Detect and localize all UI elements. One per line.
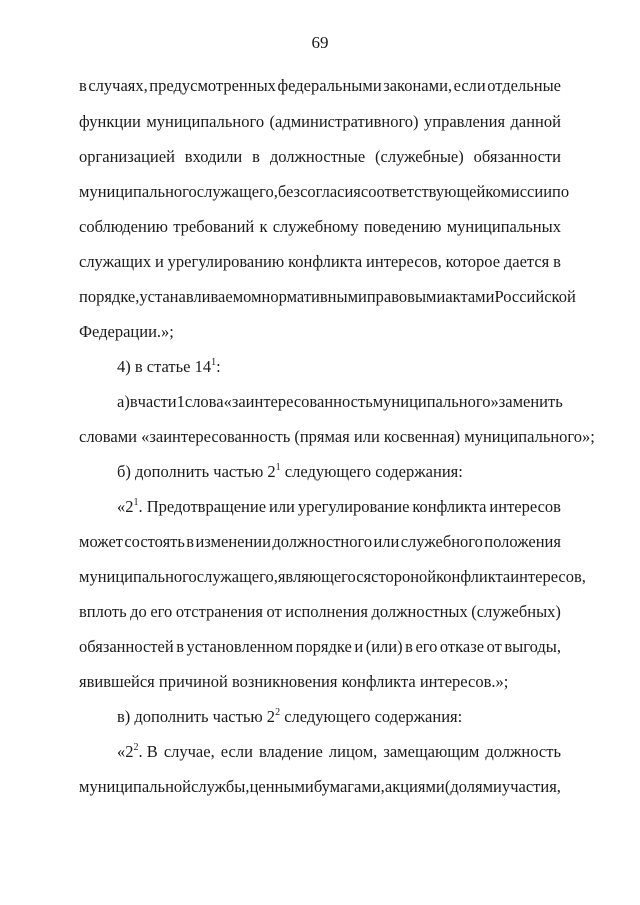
text-line: б) дополнить частью $2^1$ следующего содержания: bbox=[117, 462, 463, 481]
text-line bbox=[79, 252, 561, 272]
word: интересов bbox=[489, 497, 561, 516]
word: участия, bbox=[501, 777, 561, 796]
word: порядке bbox=[295, 637, 352, 656]
word: соблюдению bbox=[79, 217, 168, 236]
text-line: Федерации.»; bbox=[79, 322, 174, 341]
word: обязанности bbox=[473, 147, 561, 166]
text-line bbox=[79, 532, 561, 552]
word: отстранения bbox=[175, 602, 263, 621]
word: вплоть bbox=[79, 602, 127, 621]
word: соответствующей bbox=[360, 182, 486, 201]
word: конфликта bbox=[288, 252, 363, 271]
word: исполнения bbox=[285, 602, 368, 621]
word: службы, bbox=[191, 777, 250, 796]
word: до bbox=[130, 602, 147, 621]
word: (служебные) bbox=[375, 147, 464, 166]
word: организацией bbox=[79, 147, 175, 166]
word: установленном bbox=[186, 637, 294, 656]
text-line bbox=[79, 112, 561, 132]
word: управления bbox=[424, 112, 506, 131]
word: слова bbox=[184, 392, 224, 411]
word: (или) bbox=[365, 637, 403, 656]
word: если bbox=[220, 742, 253, 761]
word: его bbox=[150, 602, 173, 621]
word: части bbox=[137, 392, 177, 411]
text-line: явившейся причиной возникновения конфликта интересов.»; bbox=[79, 672, 509, 691]
word: (административного) bbox=[269, 112, 419, 131]
word: должность bbox=[485, 742, 561, 761]
word: изменении bbox=[195, 532, 271, 551]
word: и bbox=[354, 637, 364, 656]
text-line bbox=[79, 287, 576, 307]
word: от bbox=[486, 637, 502, 656]
word: конфликта bbox=[412, 497, 487, 516]
word: муниципального bbox=[79, 567, 197, 586]
word: Российской bbox=[494, 287, 576, 306]
text-line bbox=[79, 147, 561, 167]
text-line bbox=[79, 602, 561, 622]
text-line bbox=[79, 182, 570, 202]
word: (долями bbox=[444, 777, 502, 796]
word: состоять bbox=[124, 532, 185, 551]
word: в bbox=[79, 76, 87, 95]
word: муниципального bbox=[79, 182, 197, 201]
word: и bbox=[154, 252, 164, 271]
word: правовыми bbox=[366, 287, 446, 306]
word: должностного bbox=[272, 532, 373, 551]
word: в bbox=[252, 147, 260, 166]
word: или bbox=[268, 497, 295, 516]
text-line bbox=[79, 637, 561, 657]
word: данной bbox=[510, 112, 561, 131]
word: замещающим bbox=[383, 742, 480, 761]
word: служебного bbox=[400, 532, 483, 551]
word: согласия bbox=[300, 182, 361, 201]
word: случаях, bbox=[88, 76, 148, 95]
text-line bbox=[79, 217, 561, 237]
word: «заинтересованность bbox=[223, 392, 373, 411]
word: 1 bbox=[176, 392, 185, 411]
word: требований bbox=[173, 217, 255, 236]
text-line bbox=[79, 567, 586, 587]
word: без bbox=[277, 182, 301, 201]
word: урегулирование bbox=[297, 497, 410, 516]
word: отдельные bbox=[487, 76, 561, 95]
word: или bbox=[373, 532, 400, 551]
text-line: словами «заинтересованность (прямая или косвенная) муниципального»; bbox=[79, 427, 595, 446]
word: поведению bbox=[363, 217, 442, 236]
word: законами, bbox=[383, 76, 453, 95]
word: которое bbox=[445, 252, 501, 271]
word: комиссии bbox=[485, 182, 553, 201]
word: выгоды, bbox=[504, 637, 561, 656]
page-number: 69 bbox=[311, 33, 329, 52]
word: к bbox=[259, 217, 268, 236]
word: муниципального bbox=[146, 112, 265, 131]
text-line bbox=[117, 392, 561, 412]
text-line bbox=[117, 742, 561, 762]
word: интересов, bbox=[366, 252, 442, 271]
word: служащего, bbox=[196, 567, 278, 586]
word: заменить bbox=[498, 392, 563, 411]
word: функции bbox=[79, 112, 141, 131]
word: (служебных) bbox=[471, 602, 561, 621]
word: а) bbox=[117, 392, 130, 411]
word: должностных bbox=[371, 602, 468, 621]
word: по bbox=[552, 182, 570, 201]
word: ценными bbox=[249, 777, 314, 796]
word: интересов, bbox=[510, 567, 586, 586]
word: бумагами, bbox=[313, 777, 385, 796]
word: лицом, bbox=[328, 742, 378, 761]
word: служащих bbox=[79, 252, 152, 271]
word: в bbox=[553, 252, 561, 271]
word: обязанностей bbox=[79, 637, 174, 656]
word: его bbox=[415, 637, 438, 656]
word: урегулированию bbox=[167, 252, 285, 271]
word: «$2^2$. В bbox=[117, 742, 158, 761]
word: случае, bbox=[163, 742, 215, 761]
word: нормативными bbox=[261, 287, 367, 306]
word: в bbox=[186, 532, 195, 551]
word: стороной bbox=[371, 567, 437, 586]
word: конфликта bbox=[436, 567, 511, 586]
word: от bbox=[266, 602, 282, 621]
word: в bbox=[129, 392, 138, 411]
word: являющегося bbox=[277, 567, 372, 586]
word: дается bbox=[503, 252, 550, 271]
word: предусмотренных bbox=[149, 76, 276, 95]
word: владение bbox=[258, 742, 323, 761]
text-line bbox=[79, 76, 561, 96]
word: служебному bbox=[272, 217, 359, 236]
word: положения bbox=[484, 532, 561, 551]
word: «$2^1$. Предотвращение bbox=[117, 497, 267, 516]
word: может bbox=[79, 532, 123, 551]
word: входили bbox=[184, 147, 243, 166]
word: устанавливаемом bbox=[139, 287, 262, 306]
word: актами bbox=[445, 287, 495, 306]
text-line bbox=[117, 497, 561, 517]
word: в bbox=[176, 637, 184, 656]
word: отказе bbox=[439, 637, 485, 656]
word: в bbox=[405, 637, 413, 656]
word: муниципальных bbox=[446, 217, 561, 236]
word: федеральными bbox=[277, 76, 382, 95]
word: служащего, bbox=[196, 182, 278, 201]
word: порядке, bbox=[79, 287, 140, 306]
word: муниципальной bbox=[79, 777, 191, 796]
text-line: 4) в статье $14^1$: bbox=[117, 357, 221, 376]
word: если bbox=[453, 76, 486, 95]
word: акциями bbox=[384, 777, 445, 796]
word: должностные bbox=[269, 147, 366, 166]
text-line: в) дополнить частью $2^2$ следующего содержания: bbox=[117, 707, 463, 726]
text-line bbox=[79, 777, 561, 797]
word: муниципального» bbox=[372, 392, 499, 411]
